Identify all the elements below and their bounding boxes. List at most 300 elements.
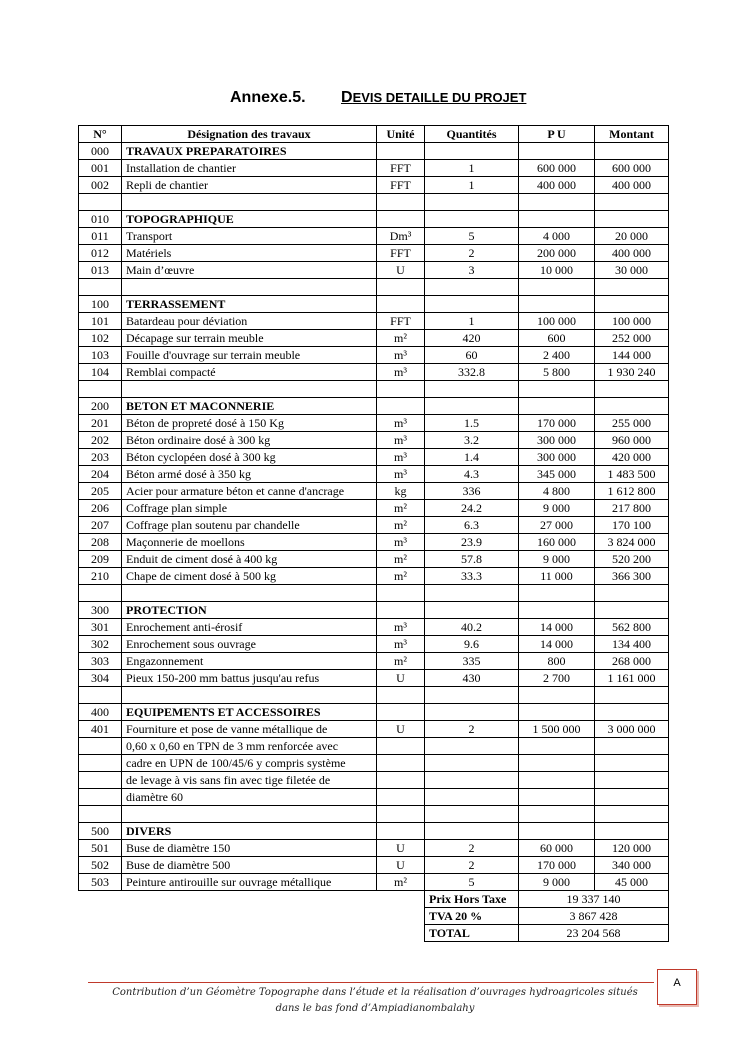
- total-value: 19 337 140: [519, 891, 669, 908]
- cell-pu: 9 000: [519, 551, 595, 568]
- cell-montant: 170 100: [595, 517, 669, 534]
- cell-montant: 1 612 800: [595, 483, 669, 500]
- cell-num: 501: [79, 840, 122, 857]
- cell-num: 012: [79, 245, 122, 262]
- cell-designation: Buse de diamètre 500: [122, 857, 377, 874]
- cell-num: [79, 585, 122, 602]
- spacer-row: [79, 279, 669, 296]
- table-row: [79, 534, 669, 551]
- cell-pu: 2 700: [519, 670, 595, 687]
- cell-pu: [519, 704, 595, 721]
- cell-qty: 336: [425, 483, 519, 500]
- cell-designation: Béton ordinaire dosé à 300 kg: [122, 432, 377, 449]
- cell-montant: [595, 585, 669, 602]
- cell-designation: Béton de propreté dosé à 150 Kg: [122, 415, 377, 432]
- cell-designation: TRAVAUX PREPARATOIRES: [122, 143, 377, 160]
- cell-pu: 300 000: [519, 449, 595, 466]
- cell-pu: 100 000: [519, 313, 595, 330]
- devis-title-rest: EVIS DETAILLE DU PROJET: [352, 90, 527, 105]
- cell-unit: m³: [377, 449, 425, 466]
- cell-unit: m²: [377, 653, 425, 670]
- section-row: [79, 704, 669, 721]
- cell-num: 011: [79, 228, 122, 245]
- cell-designation: Transport: [122, 228, 377, 245]
- cell-pu: 14 000: [519, 619, 595, 636]
- cell-unit: FFT: [377, 177, 425, 194]
- cell-montant: 120 000: [595, 840, 669, 857]
- section-row: [79, 823, 669, 840]
- header-num: N°: [79, 126, 122, 143]
- cell-pu: 600: [519, 330, 595, 347]
- cell-pu: [519, 806, 595, 823]
- cell-pu: [519, 687, 595, 704]
- cell-designation: Béton cyclopéen dosé à 300 kg: [122, 449, 377, 466]
- cell-unit: U: [377, 262, 425, 279]
- cell-num: 002: [79, 177, 122, 194]
- devis-title: [341, 89, 526, 107]
- total-spacer: [79, 908, 425, 925]
- cell-unit: [377, 704, 425, 721]
- total-row: [79, 908, 669, 925]
- cell-qty: [425, 738, 519, 755]
- cell-num: [79, 772, 122, 789]
- cell-qty: 332.8: [425, 364, 519, 381]
- cell-num: 201: [79, 415, 122, 432]
- cell-num: [79, 806, 122, 823]
- cell-num: 300: [79, 602, 122, 619]
- cell-designation: Décapage sur terrain meuble: [122, 330, 377, 347]
- cell-montant: 600 000: [595, 160, 669, 177]
- table-row: [79, 466, 669, 483]
- cell-montant: [595, 772, 669, 789]
- cell-unit: [377, 755, 425, 772]
- table-row: [79, 551, 669, 568]
- cell-num: 208: [79, 534, 122, 551]
- cell-unit: m³: [377, 415, 425, 432]
- cell-montant: [595, 823, 669, 840]
- cell-montant: 30 000: [595, 262, 669, 279]
- cell-pu: 2 400: [519, 347, 595, 364]
- cell-qty: 1.4: [425, 449, 519, 466]
- cell-num: 206: [79, 500, 122, 517]
- cell-unit: [377, 398, 425, 415]
- cell-unit: m³: [377, 347, 425, 364]
- cell-unit: m³: [377, 466, 425, 483]
- cell-montant: 144 000: [595, 347, 669, 364]
- cell-montant: 45 000: [595, 874, 669, 891]
- cell-unit: [377, 279, 425, 296]
- cell-qty: [425, 296, 519, 313]
- header-designation: Désignation des travaux: [122, 126, 377, 143]
- cell-pu: [519, 279, 595, 296]
- section-row: [79, 602, 669, 619]
- cell-designation: Main d’œuvre: [122, 262, 377, 279]
- cell-designation: cadre en UPN de 100/45/6 y compris système: [122, 755, 377, 772]
- cell-montant: [595, 211, 669, 228]
- cell-num: 401: [79, 721, 122, 738]
- cell-qty: [425, 755, 519, 772]
- cell-num: 102: [79, 330, 122, 347]
- cell-pu: 9 000: [519, 500, 595, 517]
- cell-num: 210: [79, 568, 122, 585]
- cell-num: 207: [79, 517, 122, 534]
- cell-num: 205: [79, 483, 122, 500]
- section-row: [79, 143, 669, 160]
- cell-num: 200: [79, 398, 122, 415]
- table-row: [79, 160, 669, 177]
- table-row: [79, 415, 669, 432]
- cell-designation: Peinture antirouille sur ouvrage métallique: [122, 874, 377, 891]
- cell-designation: TOPOGRAPHIQUE: [122, 211, 377, 228]
- cell-montant: 134 400: [595, 636, 669, 653]
- table-row: [79, 636, 669, 653]
- cell-montant: 420 000: [595, 449, 669, 466]
- total-value: 3 867 428: [519, 908, 669, 925]
- cell-unit: m²: [377, 500, 425, 517]
- totals-body: [79, 891, 669, 942]
- spacer-row: [79, 806, 669, 823]
- cell-qty: [425, 704, 519, 721]
- cell-qty: 3: [425, 262, 519, 279]
- table-row: [79, 177, 669, 194]
- cell-pu: 27 000: [519, 517, 595, 534]
- table-row: [79, 517, 669, 534]
- cell-montant: 3 824 000: [595, 534, 669, 551]
- cell-qty: [425, 789, 519, 806]
- spacer-row: [79, 687, 669, 704]
- cell-pu: 600 000: [519, 160, 595, 177]
- cell-unit: m²: [377, 568, 425, 585]
- cell-pu: 800: [519, 653, 595, 670]
- header-qty: Quantités: [425, 126, 519, 143]
- cell-qty: [425, 585, 519, 602]
- cell-num: 103: [79, 347, 122, 364]
- cell-montant: [595, 279, 669, 296]
- table-row: [79, 449, 669, 466]
- cell-designation: Matériels: [122, 245, 377, 262]
- cell-pu: 60 000: [519, 840, 595, 857]
- cell-num: [79, 738, 122, 755]
- table-row: [79, 738, 669, 755]
- cell-designation: Installation de chantier: [122, 160, 377, 177]
- cell-num: 203: [79, 449, 122, 466]
- cell-designation: Enrochement sous ouvrage: [122, 636, 377, 653]
- table-header-row: [79, 126, 669, 143]
- table-row: [79, 653, 669, 670]
- table-row: [79, 347, 669, 364]
- cell-num: 204: [79, 466, 122, 483]
- cell-qty: [425, 211, 519, 228]
- cell-designation: [122, 381, 377, 398]
- cell-montant: 252 000: [595, 330, 669, 347]
- cell-pu: 11 000: [519, 568, 595, 585]
- cell-num: [79, 755, 122, 772]
- cell-montant: 217 800: [595, 500, 669, 517]
- total-row: [79, 925, 669, 942]
- cell-num: 302: [79, 636, 122, 653]
- cell-num: 502: [79, 857, 122, 874]
- spacer-row: [79, 381, 669, 398]
- cell-montant: 1 483 500: [595, 466, 669, 483]
- cell-qty: 2: [425, 245, 519, 262]
- cell-designation: 0,60 x 0,60 en TPN de 3 mm renforcée avec: [122, 738, 377, 755]
- cell-qty: [425, 602, 519, 619]
- cell-unit: [377, 789, 425, 806]
- cell-unit: m²: [377, 874, 425, 891]
- table-row: [79, 228, 669, 245]
- cell-montant: 366 300: [595, 568, 669, 585]
- quote-table: [78, 125, 669, 942]
- cell-montant: [595, 381, 669, 398]
- cell-pu: [519, 211, 595, 228]
- cell-qty: 23.9: [425, 534, 519, 551]
- cell-pu: 160 000: [519, 534, 595, 551]
- cell-pu: [519, 194, 595, 211]
- table-row: [79, 874, 669, 891]
- cell-qty: 335: [425, 653, 519, 670]
- cell-unit: [377, 381, 425, 398]
- table-row: [79, 568, 669, 585]
- cell-num: 209: [79, 551, 122, 568]
- cell-montant: [595, 738, 669, 755]
- cell-designation: Fouille d'ouvrage sur terrain meuble: [122, 347, 377, 364]
- cell-montant: 255 000: [595, 415, 669, 432]
- cell-qty: 2: [425, 857, 519, 874]
- cell-pu: 5 800: [519, 364, 595, 381]
- cell-pu: 9 000: [519, 874, 595, 891]
- cell-montant: 340 000: [595, 857, 669, 874]
- cell-designation: Enrochement anti-érosif: [122, 619, 377, 636]
- cell-unit: [377, 602, 425, 619]
- cell-montant: [595, 755, 669, 772]
- cell-unit: m²: [377, 517, 425, 534]
- cell-designation: Béton armé dosé à 350 kg: [122, 466, 377, 483]
- cell-unit: FFT: [377, 160, 425, 177]
- total-spacer: [79, 891, 425, 908]
- section-row: [79, 211, 669, 228]
- cell-pu: 14 000: [519, 636, 595, 653]
- cell-pu: [519, 143, 595, 160]
- table-row: [79, 772, 669, 789]
- table-row: [79, 721, 669, 738]
- total-spacer: [79, 925, 425, 942]
- table-row: [79, 432, 669, 449]
- cell-pu: [519, 585, 595, 602]
- cell-unit: m²: [377, 330, 425, 347]
- cell-pu: 345 000: [519, 466, 595, 483]
- cell-unit: m³: [377, 534, 425, 551]
- cell-unit: [377, 296, 425, 313]
- cell-designation: Acier pour armature béton et canne d'ancrage: [122, 483, 377, 500]
- cell-num: 202: [79, 432, 122, 449]
- table-row: [79, 483, 669, 500]
- cell-unit: [377, 738, 425, 755]
- table-row: [79, 619, 669, 636]
- cell-pu: 4 800: [519, 483, 595, 500]
- cell-qty: 1: [425, 313, 519, 330]
- cell-unit: [377, 687, 425, 704]
- cell-unit: kg: [377, 483, 425, 500]
- header-pu: P U: [519, 126, 595, 143]
- cell-unit: U: [377, 857, 425, 874]
- header-unit: Unité: [377, 126, 425, 143]
- table-row: [79, 840, 669, 857]
- cell-pu: 4 000: [519, 228, 595, 245]
- cell-montant: [595, 704, 669, 721]
- cell-designation: EQUIPEMENTS ET ACCESSOIRES: [122, 704, 377, 721]
- annexe-label: Annexe.5.: [230, 89, 306, 106]
- cell-designation: Chape de ciment dosé à 500 kg: [122, 568, 377, 585]
- cell-qty: [425, 143, 519, 160]
- cell-montant: [595, 602, 669, 619]
- cell-pu: 200 000: [519, 245, 595, 262]
- table-row: [79, 364, 669, 381]
- cell-designation: [122, 279, 377, 296]
- table-row: [79, 262, 669, 279]
- cell-qty: [425, 398, 519, 415]
- cell-pu: [519, 755, 595, 772]
- cell-qty: [425, 194, 519, 211]
- cell-num: 013: [79, 262, 122, 279]
- cell-unit: [377, 194, 425, 211]
- spacer-row: [79, 585, 669, 602]
- cell-montant: [595, 296, 669, 313]
- cell-qty: 1: [425, 160, 519, 177]
- cell-designation: diamètre 60: [122, 789, 377, 806]
- cell-designation: [122, 194, 377, 211]
- cell-qty: [425, 806, 519, 823]
- cell-num: 303: [79, 653, 122, 670]
- page-number-badge: A: [657, 969, 697, 1005]
- cell-designation: Fourniture et pose de vanne métallique de: [122, 721, 377, 738]
- cell-num: 500: [79, 823, 122, 840]
- cell-montant: 562 800: [595, 619, 669, 636]
- cell-unit: m³: [377, 619, 425, 636]
- cell-montant: 520 200: [595, 551, 669, 568]
- devis-title-initial: D: [341, 89, 353, 106]
- cell-montant: [595, 789, 669, 806]
- table-row: [79, 755, 669, 772]
- cell-pu: 10 000: [519, 262, 595, 279]
- cell-qty: [425, 772, 519, 789]
- cell-pu: [519, 823, 595, 840]
- cell-qty: 430: [425, 670, 519, 687]
- cell-unit: Dm³: [377, 228, 425, 245]
- cell-qty: 2: [425, 840, 519, 857]
- cell-qty: 420: [425, 330, 519, 347]
- cell-designation: Coffrage plan soutenu par chandelle: [122, 517, 377, 534]
- cell-designation: Batardeau pour déviation: [122, 313, 377, 330]
- cell-num: 400: [79, 704, 122, 721]
- table-row: [79, 670, 669, 687]
- cell-unit: U: [377, 670, 425, 687]
- cell-montant: 400 000: [595, 245, 669, 262]
- section-row: [79, 398, 669, 415]
- cell-designation: TERRASSEMENT: [122, 296, 377, 313]
- cell-qty: 24.2: [425, 500, 519, 517]
- cell-pu: [519, 602, 595, 619]
- table-row: [79, 245, 669, 262]
- cell-designation: Coffrage plan simple: [122, 500, 377, 517]
- cell-unit: m²: [377, 551, 425, 568]
- cell-montant: 268 000: [595, 653, 669, 670]
- cell-designation: [122, 806, 377, 823]
- footer-divider: [88, 982, 654, 983]
- cell-designation: Buse de diamètre 150: [122, 840, 377, 857]
- cell-pu: [519, 772, 595, 789]
- cell-qty: 40.2: [425, 619, 519, 636]
- total-label: TVA 20 %: [425, 908, 519, 925]
- cell-designation: Remblai compacté: [122, 364, 377, 381]
- cell-qty: [425, 823, 519, 840]
- cell-qty: [425, 381, 519, 398]
- total-label: Prix Hors Taxe: [425, 891, 519, 908]
- cell-pu: [519, 296, 595, 313]
- cell-num: [79, 381, 122, 398]
- cell-designation: Engazonnement: [122, 653, 377, 670]
- cell-unit: [377, 772, 425, 789]
- cell-qty: 5: [425, 874, 519, 891]
- cell-qty: 4.3: [425, 466, 519, 483]
- table-row: [79, 330, 669, 347]
- table-body: [79, 143, 669, 891]
- cell-pu: [519, 738, 595, 755]
- cell-unit: m³: [377, 432, 425, 449]
- cell-montant: 1 930 240: [595, 364, 669, 381]
- cell-qty: 2: [425, 721, 519, 738]
- cell-montant: [595, 687, 669, 704]
- cell-pu: 170 000: [519, 415, 595, 432]
- cell-qty: 5: [425, 228, 519, 245]
- cell-num: 010: [79, 211, 122, 228]
- cell-num: [79, 789, 122, 806]
- cell-num: [79, 687, 122, 704]
- cell-designation: DIVERS: [122, 823, 377, 840]
- cell-unit: U: [377, 840, 425, 857]
- cell-pu: 170 000: [519, 857, 595, 874]
- total-row: [79, 891, 669, 908]
- cell-num: 101: [79, 313, 122, 330]
- header-montant: Montant: [595, 126, 669, 143]
- cell-pu: [519, 398, 595, 415]
- spacer-row: [79, 194, 669, 211]
- cell-unit: m³: [377, 364, 425, 381]
- cell-unit: [377, 823, 425, 840]
- cell-unit: U: [377, 721, 425, 738]
- cell-qty: 57.8: [425, 551, 519, 568]
- cell-unit: [377, 211, 425, 228]
- cell-montant: [595, 806, 669, 823]
- cell-montant: [595, 143, 669, 160]
- table-row: [79, 789, 669, 806]
- cell-num: 100: [79, 296, 122, 313]
- cell-designation: BETON ET MACONNERIE: [122, 398, 377, 415]
- cell-unit: m³: [377, 636, 425, 653]
- cell-qty: 1.5: [425, 415, 519, 432]
- cell-montant: [595, 194, 669, 211]
- cell-montant: 400 000: [595, 177, 669, 194]
- cell-designation: Enduit de ciment dosé à 400 kg: [122, 551, 377, 568]
- cell-designation: Pieux 150-200 mm battus jusqu'au refus: [122, 670, 377, 687]
- cell-num: 301: [79, 619, 122, 636]
- cell-unit: [377, 143, 425, 160]
- cell-montant: 3 000 000: [595, 721, 669, 738]
- cell-montant: 1 161 000: [595, 670, 669, 687]
- table-row: [79, 500, 669, 517]
- cell-montant: 100 000: [595, 313, 669, 330]
- cell-designation: [122, 585, 377, 602]
- cell-unit: FFT: [377, 313, 425, 330]
